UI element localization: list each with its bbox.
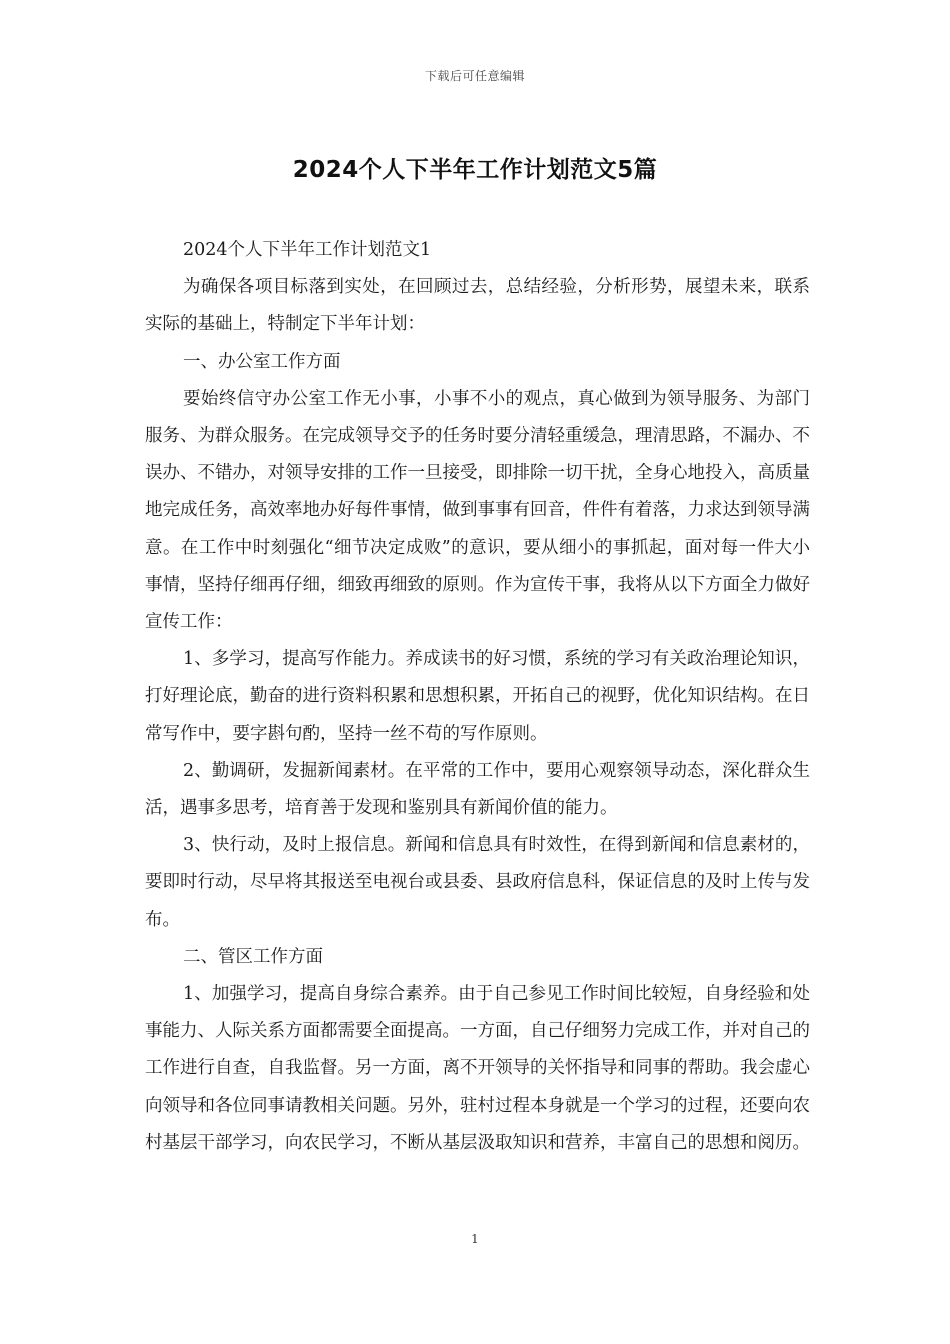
subsection-heading-district: 二、管区工作方面	[183, 946, 323, 967]
item-1-learning: 1、多学习，提高写作能力。养成读书的好习惯，系统的学习有关政治理论知识，打好理论底，勤奋的进行资料积累和思想积累，开拓自己的视野，优化知识结构。在日常写作中，要字斟句酌，坚持一丝不苟的写作原则。	[145, 649, 810, 744]
section-heading-1: 2024个人下半年工作计划范文1	[183, 240, 432, 260]
item-3-action: 3、快行动，及时上报信息。新闻和信息具有时效性，在得到新闻和信息素材的，要即时行动，尽早将其报送至电视台或县委、县政府信息科，保证信息的及时上传与发布。	[145, 835, 810, 930]
item-2-research: 2、勤调研，发掘新闻素材。在平常的工作中，要用心观察领导动态，深化群众生活，遇事多思考，培育善于发现和鉴别具有新闻价值的能力。	[145, 760, 810, 819]
subsection-heading-office: 一、办公室工作方面	[183, 351, 341, 372]
office-paragraph: 要始终信守办公室工作无小事，小事不小的观点，真心做到为领导服务、为部门服务、为群众服务。在完成领导交予的任务时要分清轻重缓急，理清思路，不漏办、不误办、不错办，对领导安排的工作一旦接受，即排除一切干扰，全身心地投入，高质量地完成任务，高效率地办好每件事情，做到事事有回音，件件有着落，力求达到领导满意。在工作中时刻强化“细节决定成败”的意识，要从细小的事抓起，面对每一件大小事情，坚持仔细再仔细，细致再细致的原则。作为宣传干事，我将从以下方面全力做好宣传工作：	[145, 388, 810, 633]
header-note: 下载后可任意编辑	[424, 69, 525, 83]
page-number: 1	[471, 1232, 479, 1246]
intro-paragraph: 为确保各项目标落到实处，在回顾过去，总结经验，分析形势，展望未来，联系实际的基础上，特制定下半年计划：	[145, 277, 810, 335]
document-title: 2024个人下半年工作计划范文5篇	[292, 157, 658, 183]
document-body	[145, 232, 810, 1162]
district-item-1: 1、加强学习，提高自身综合素养。由于自己参见工作时间比较短，自身经验和处事能力、人际关系方面都需要全面提高。一方面，自己仔细努力完成工作，并对自己的工作进行自查，自我监督。另一方面，离不开领导的关怀指导和同事的帮助。我会虚心向领导和各位同事请教相关问题。另外，驻村过程本身就是一个学习的过程，还要向农村基层干部学习，向农民学习，不断从基层汲取知识和营养，丰富自己的思想和阅历。	[145, 984, 810, 1153]
